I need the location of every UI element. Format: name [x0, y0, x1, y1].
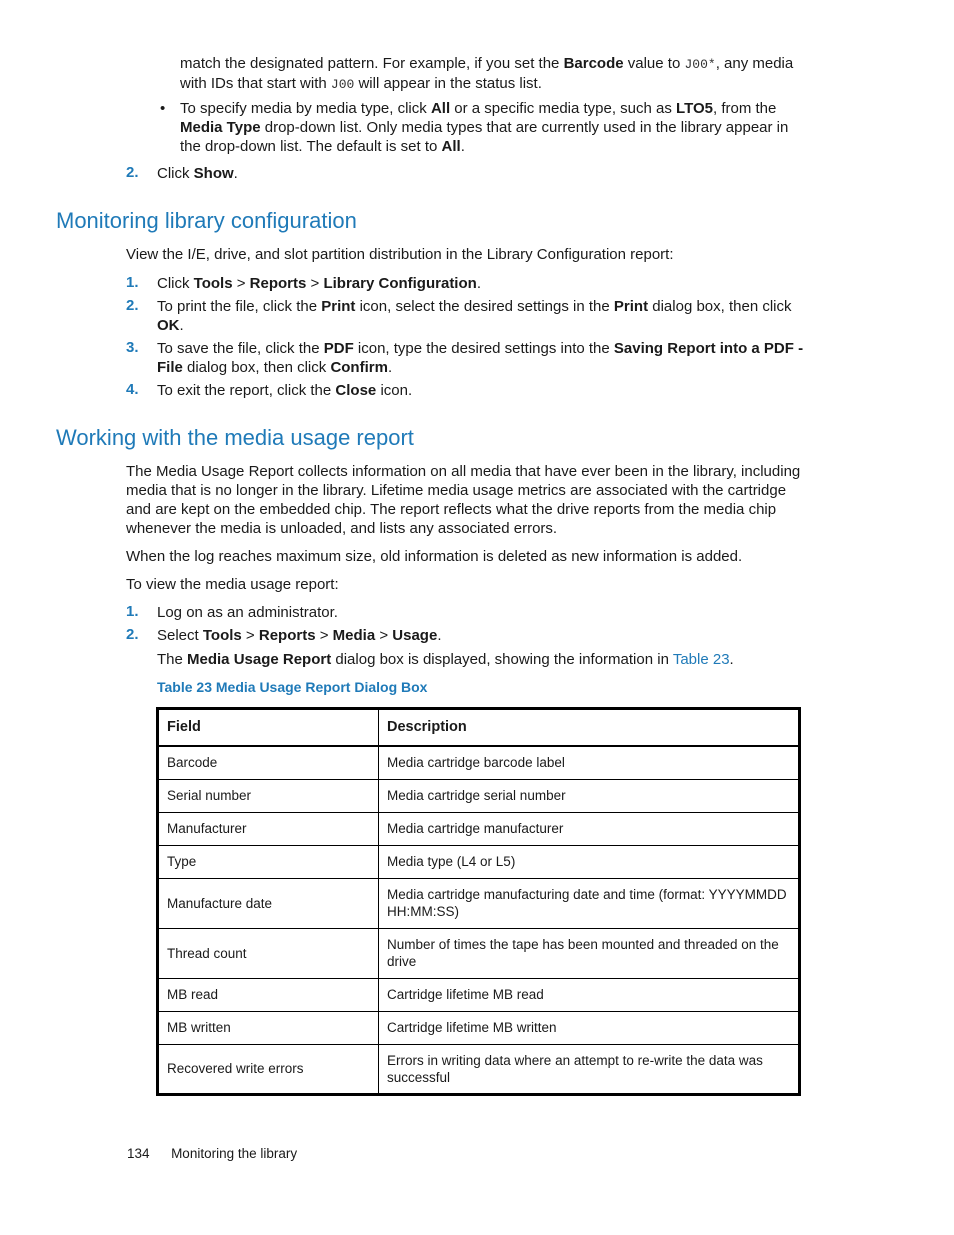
- ui-term: Barcode: [563, 55, 624, 72]
- ui-term: LTO5: [676, 100, 713, 117]
- text: dialog box, then click: [182, 359, 331, 376]
- description-cell: Media type (L4 or L5): [379, 845, 800, 878]
- text: Click: [157, 165, 194, 182]
- description-cell: Number of times the tape has been mounted and threaded on the drive: [379, 928, 800, 978]
- ui-term: OK: [157, 317, 180, 334]
- step-text: [157, 164, 238, 183]
- bullet-marker: •: [160, 100, 166, 117]
- ui-term: Print: [321, 298, 356, 315]
- ui-term: Saving Report into a PDF -: [613, 340, 804, 357]
- text: icon, select the desired settings in the: [355, 298, 614, 315]
- text: >: [375, 627, 393, 644]
- text-line: and are kept on the embedded chip. The report reflects what the drive reports from the media chip: [126, 501, 777, 518]
- field-cell: Manufacturer: [158, 812, 379, 845]
- text: .: [233, 165, 238, 182]
- text: >: [315, 627, 333, 644]
- text: To exit the report, click the: [157, 382, 336, 399]
- table-caption: Table 23 Media Usage Report Dialog Box: [157, 679, 428, 695]
- ui-term: Reports: [249, 275, 307, 292]
- text: , any media: [715, 55, 794, 72]
- text-line: whenever the media is unloaded, and lists any associated errors.: [126, 520, 558, 537]
- description-cell: Media cartridge manufacturing date and time (format: YYYYMMDD HH:MM:SS): [379, 878, 800, 928]
- step-number: 4.: [126, 381, 139, 398]
- table-row: [158, 978, 800, 1011]
- table-row: [158, 1011, 800, 1044]
- step-number: 2.: [126, 626, 139, 643]
- section-lead: View the I/E, drive, and slot partition distribution in the Library Configuration report:: [126, 246, 674, 263]
- description-cell: Media cartridge serial number: [379, 779, 800, 812]
- text: dialog box is displayed, showing the information in: [331, 651, 673, 668]
- step-text: [157, 297, 807, 335]
- step-text: Log on as an administrator.: [157, 604, 338, 621]
- text: To specify media by media type, click: [180, 100, 431, 117]
- ui-term: Media Type: [180, 119, 261, 136]
- step-text: [157, 381, 412, 400]
- ui-term: Print: [613, 298, 649, 315]
- ui-term: Reports: [258, 627, 316, 644]
- text: , from the: [713, 100, 777, 117]
- text: Select: [157, 627, 203, 644]
- page-footer: [127, 1146, 297, 1161]
- text: >: [306, 275, 324, 292]
- step-number: 2.: [126, 297, 139, 314]
- ui-term: Tools: [193, 275, 233, 292]
- table-row: [158, 812, 800, 845]
- table-row: [158, 878, 800, 928]
- ui-term: Close: [335, 382, 377, 399]
- text: the drop-down list. The default is set to: [180, 138, 442, 155]
- ui-term: Confirm: [330, 359, 388, 376]
- step-number: 2.: [126, 164, 139, 181]
- ui-term: Media Usage Report: [187, 651, 332, 668]
- ui-term: All: [441, 138, 461, 155]
- field-cell: Barcode: [158, 746, 379, 779]
- step-text: [157, 274, 481, 293]
- description-cell: Media cartridge barcode label: [379, 746, 800, 779]
- table-row: [158, 928, 800, 978]
- bullet-paragraph: [180, 99, 805, 156]
- text: The: [157, 651, 188, 668]
- table-row: [158, 779, 800, 812]
- section-heading-media-usage-report: Working with the media usage report: [56, 425, 414, 450]
- table-row: [158, 746, 800, 779]
- ui-term: Library Configuration: [323, 275, 477, 292]
- section-paragraph: When the log reaches maximum size, old information is deleted as new information is added.: [126, 548, 743, 565]
- text: >: [241, 627, 259, 644]
- ui-term: File: [157, 359, 183, 376]
- page-number: 134: [127, 1146, 150, 1161]
- field-cell: Thread count: [158, 928, 379, 978]
- ui-term: Tools: [202, 627, 242, 644]
- table-row: [158, 845, 800, 878]
- text: >: [232, 275, 250, 292]
- text: .: [729, 651, 734, 668]
- field-cell: Manufacture date: [158, 878, 379, 928]
- field-cell: MB written: [158, 1011, 379, 1044]
- description-cell: Media cartridge manufacturer: [379, 812, 800, 845]
- ui-term: Show: [193, 165, 234, 182]
- text: .: [437, 627, 442, 644]
- intro-continuation-line1: [180, 54, 793, 74]
- step-text: [157, 626, 441, 645]
- text: will appear in the status list.: [354, 75, 542, 92]
- text: .: [179, 317, 184, 334]
- field-cell: MB read: [158, 978, 379, 1011]
- text: .: [476, 275, 481, 292]
- ui-term: PDF: [323, 340, 354, 357]
- field-cell: Recovered write errors: [158, 1044, 379, 1094]
- text: icon.: [376, 382, 413, 399]
- text: dialog box, then click: [648, 298, 792, 315]
- table-cross-reference-link[interactable]: Table 23: [672, 651, 730, 668]
- section-paragraph: To view the media usage report:: [126, 576, 339, 593]
- field-cell: Type: [158, 845, 379, 878]
- section-heading-library-configuration: Monitoring library configuration: [56, 208, 357, 233]
- text: .: [387, 359, 393, 376]
- column-header: Field: [158, 709, 379, 747]
- ui-term: Media: [332, 627, 376, 644]
- chapter-title: Monitoring the library: [171, 1146, 298, 1161]
- code-value: J00: [330, 77, 355, 92]
- description-cell: Cartridge lifetime MB read: [379, 978, 800, 1011]
- text: To print the file, click the: [157, 298, 322, 315]
- table-header-row: [158, 709, 800, 747]
- step-subtext: [157, 650, 734, 669]
- text: icon, type the desired settings into the: [353, 340, 614, 357]
- text: .: [460, 138, 465, 155]
- intro-continuation-line2: [180, 74, 542, 94]
- table-row: [158, 1044, 800, 1094]
- text-line: The Media Usage Report collects information on all media that have ever been in the library, including: [126, 463, 801, 480]
- text: To save the file, click the: [157, 340, 324, 357]
- text: Click: [157, 275, 194, 292]
- text: value to: [623, 55, 685, 72]
- text: with IDs that start with: [180, 75, 331, 92]
- field-cell: Serial number: [158, 779, 379, 812]
- step-number: 3.: [126, 339, 139, 356]
- step-text: [157, 339, 807, 377]
- ui-term: Usage: [392, 627, 438, 644]
- column-header: Description: [379, 709, 800, 747]
- step-number: 1.: [126, 274, 139, 291]
- description-cell: Cartridge lifetime MB written: [379, 1011, 800, 1044]
- text: drop-down list. Only media types that are currently used in the library appear in: [260, 119, 789, 136]
- text: or a specific media type, such as: [450, 100, 677, 117]
- media-usage-table: [156, 707, 801, 1096]
- description-cell: Errors in writing data where an attempt to re-write the data was successful: [379, 1044, 800, 1094]
- code-value: J00*: [684, 57, 716, 72]
- step-number: 1.: [126, 603, 139, 620]
- section-paragraph: [126, 462, 816, 538]
- text-line: media that is no longer in the library. Lifetime media usage metrics are associated with the cartridge: [126, 482, 787, 499]
- ui-term: All: [430, 100, 451, 117]
- text: match the designated pattern. For example, if you set the: [180, 55, 564, 72]
